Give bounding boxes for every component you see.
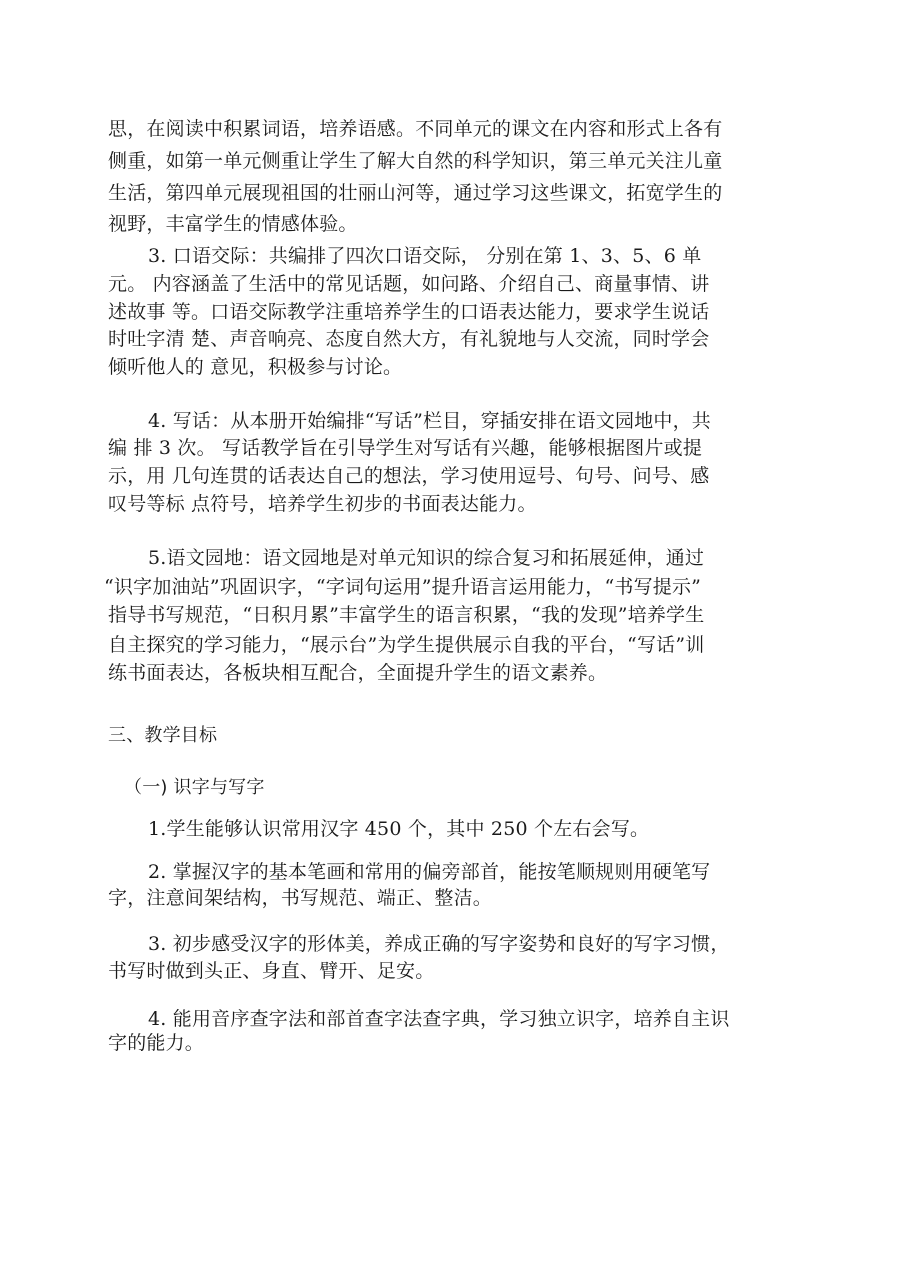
section-title: 三、教学目标: [108, 725, 218, 746]
writing-line-4: 叹号等标 点符号，培养学生初步的书面表达能力。: [108, 493, 537, 515]
goal-4-line-1: 4. 能用音序查字法和部首查字法查字典，学习独立识字，培养自主识: [148, 1008, 730, 1030]
goal-1-line-1: 1.学生能够认识常用汉字 450 个，其中 250 个左右会写。: [148, 818, 650, 840]
oral-line-3: 述故事 等。口语交际教学注重培养学生的口语表达能力，要求学生说话: [108, 301, 710, 323]
writing-line-2: 编 排 3 次。 写话教学旨在引导学生对写话有兴趣，能够根据图片或提: [108, 437, 703, 459]
garden-line-4: 自主探究的学习能力，“展示台”为学生提供展示自我的平台，“写话”训: [108, 634, 705, 656]
subsection-title: （一) 识字与写字: [124, 777, 265, 798]
goal-3-line-2: 书写时做到头正、身直、臂开、足安。: [108, 960, 435, 982]
goal-2-line-1: 2. 掌握汉字的基本笔画和常用的偏旁部首，能按笔顺规则用硬笔写: [148, 861, 711, 883]
intro-line-4: 视野，丰富学生的情感体验。: [108, 213, 358, 235]
goal-2-line-2: 字，注意间架结构，书写规范、端正、整洁。: [108, 887, 493, 909]
oral-line-1: 3. 口语交际：共编排了四次口语交际， 分别在第 1、3、5、6 单: [148, 245, 702, 267]
garden-line-2: “识字加油站”巩固识字，“字词句运用”提升语言运用能力，“书写提示”: [104, 576, 702, 598]
writing-line-3: 示，用 几句连贯的话表达自己的想法，学习使用逗号、句号、问号、感: [108, 465, 710, 487]
oral-line-2: 元。 内容涵盖了生活中的常见话题，如问路、介绍自己、商量事情、讲: [108, 273, 710, 295]
oral-line-4: 时吐字清 楚、声音响亮、态度自然大方，有礼貌地与人交流，同时学会: [108, 328, 710, 350]
intro-line-1: 思，在阅读中积累词语，培养语感。不同单元的课文在内容和形式上各有: [108, 118, 723, 140]
intro-line-3: 生活，第四单元展现祖国的壮丽山河等，通过学习这些课文，拓宽学生的: [108, 182, 723, 204]
garden-line-3: 指导书写规范，“日积月累”丰富学生的语言积累，“我的发现”培养学生: [108, 604, 705, 626]
garden-line-5: 练书面表达，各板块相互配合，全面提升学生的语文素养。: [108, 662, 608, 684]
intro-line-2: 侧重，如第一单元侧重让学生了解大自然的科学知识，第三单元关注儿童: [108, 150, 723, 172]
writing-line-1: 4. 写话：从本册开始编排“写话”栏目，穿插安排在语文园地中，共: [148, 410, 711, 432]
goal-3-line-1: 3. 初步感受汉字的形体美，养成正确的写字姿势和良好的写字习惯，: [148, 933, 730, 955]
oral-line-5: 倾听他人的 意见，积极参与讨论。: [108, 356, 403, 378]
garden-line-1: 5.语文园地：语文园地是对单元知识的综合复习和拓展延伸，通过: [148, 547, 705, 569]
goal-4-line-2: 字的能力。: [108, 1032, 205, 1054]
